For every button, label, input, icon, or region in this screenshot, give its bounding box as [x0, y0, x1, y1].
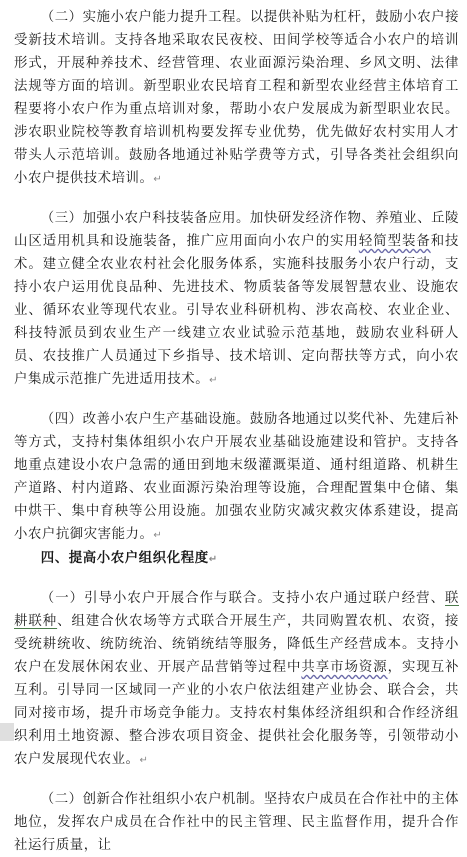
paragraph-gap	[14, 191, 459, 207]
section-heading	[14, 547, 459, 571]
paragraph-text: 和技术。建立健全农业农村社会化服务体系，实施科技服务小农户行动，支持小农户运用优良品种、先进技术、物质装备等发展智慧农业、设施农业、循环农业等现代农业。引导农业科研机构、涉农高校、农业企业、科技特派员到农业生产一线建立农业试验示范基地，鼓励农业科研人员、农技推广人员通过下乡指导、技术培训、定向帮扶等方式，向小农户集成示范推广先进适用技术。	[14, 234, 459, 387]
paragraph-cooperation	[14, 587, 459, 772]
section-heading-text: 四、提高小农户组织化程度	[40, 551, 209, 566]
paragraph-infrastructure	[14, 408, 459, 547]
paragraph-technology-equipment	[14, 207, 459, 392]
paragraph-text: （三）加强小农户科技装备应用。加快研发经济作物、养殖业、丘陵山区适用机具和设施装备，推广应用面向小农户的实用	[14, 211, 460, 249]
paragraph-gap	[14, 392, 459, 408]
paragraph-text: （四）改善小农户生产基础设施。鼓励各地通过以奖代补、先建后补等方式，支持村集体组织小农户开展农业基础设施建设和管护。支持各地重点建设小农户急需的通田到地末级灌溉渠道、通村组道路、机耕生产道路、村内道路、农业面源污染治理等设施，合理配置集中仓储、集中烘干、集中育秧等公用设施。加强农业防灾减灾救灾体系建设，提高小农户抗御灾害能力。	[14, 412, 460, 542]
paragraph-capacity-building	[14, 6, 459, 191]
underlined-term: 联耕联种	[14, 591, 459, 629]
paragraph-text: （一）引导小农户开展合作与联合。支持小农户通过联户经营、	[40, 591, 446, 606]
paragraph-return-mark: ↵	[153, 530, 162, 541]
corner-watermark-icon	[0, 723, 14, 741]
paragraph-gap	[14, 571, 459, 587]
paragraph-text: （二）实施小农户能力提升工程。以提供补贴为杠杆，鼓励小农户接受新技术培训。支持各地采取农民夜校、田间学校等适合小农户的培训形式，开展种养技术、经营管理、农业面源污染治理、乡风文明、法律法规等方面的培训。新型职业农民培育工程和新型农业经营主体培育工程要将小农户作为重点培训对象，帮助小农户发展成为新型职业农民。涉农职业院校等教育培训机构要发挥专业优势，优先做好农村实用人才带头人示范培训。鼓励各地通过补贴学费等方式，引导各类社会组织向小农户提供技术培训。	[14, 10, 460, 186]
paragraph-return-mark: ↵	[153, 174, 162, 185]
paragraph-text: ，实现互补互利。引导同一区域同一产业的小农户依法组建产业协会、联合会，共同对接市场，提升市场竞争能力。支持农村集体经济组织和合作经济组织利用土地资源、整合涉农项目资金、提供社会化服务等，引领带动小农户发展现代农业。	[14, 660, 460, 767]
underlined-term: 轻简型装备	[358, 234, 431, 249]
paragraph-text: 、组建合伙农场等方式联合开展生产，共同购置农机、农资，接受统耕统收、统防统治、统销统结等服务，降低生产经营成本。支持小农户在发展休闲农业、开展产品营销等过程中	[14, 614, 459, 675]
underlined-term: 共享市场资源	[301, 660, 388, 675]
paragraph-text: （二）创新合作社组织小农户机制。坚持农户成员在合作社中的主体地位，发挥农户成员在合作社中的民主管理、民主监督作用，提升合作社运行质量，让	[14, 792, 460, 853]
paragraph-return-mark: ↵	[139, 755, 148, 766]
paragraph-cooperative-mechanism	[14, 788, 459, 857]
paragraph-gap	[14, 772, 459, 788]
paragraph-return-mark: ↵	[209, 375, 218, 386]
paragraph-return-mark: ↵	[208, 554, 218, 565]
